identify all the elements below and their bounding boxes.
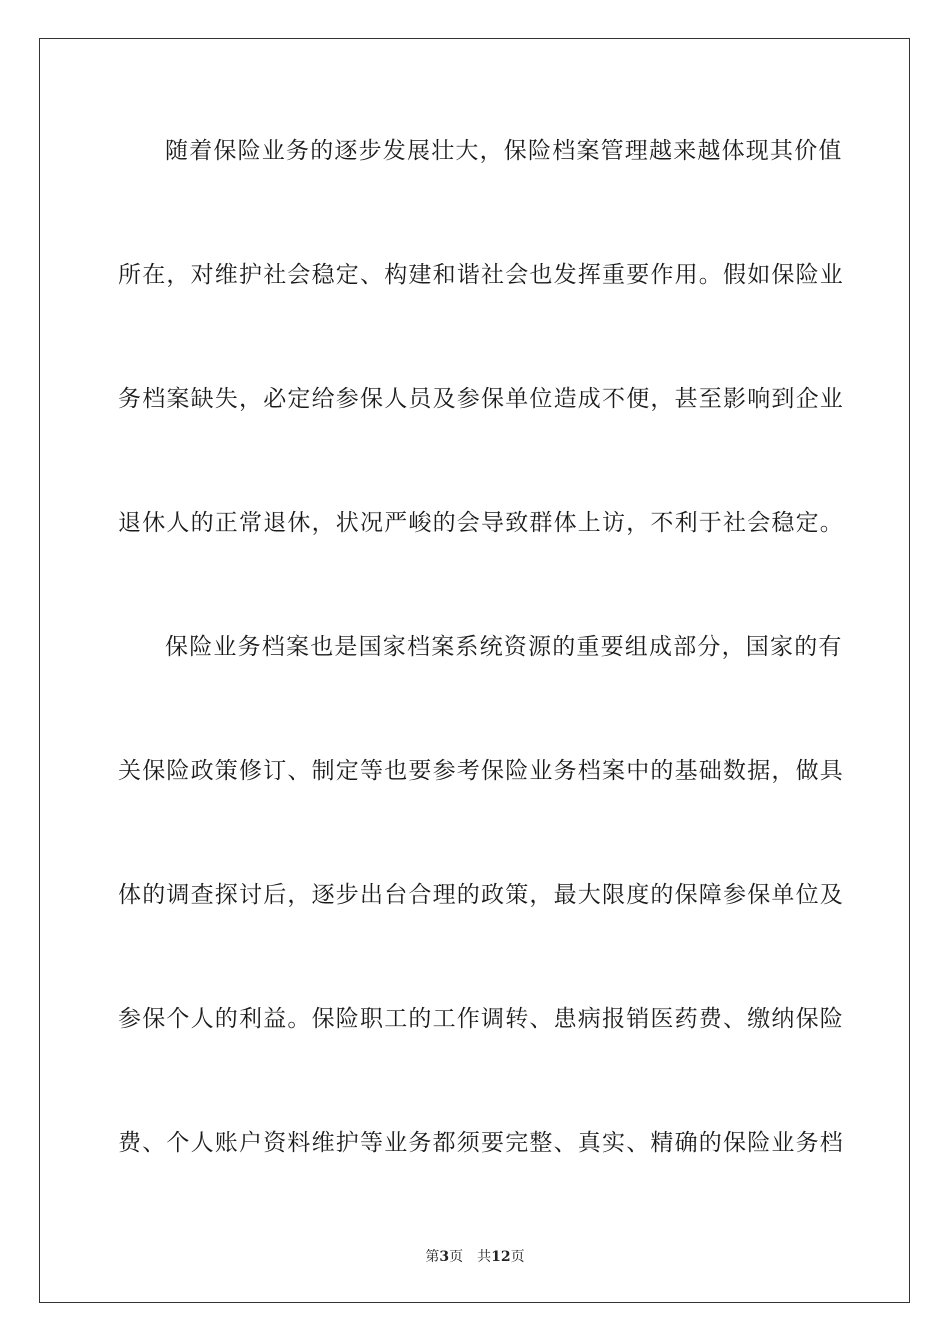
page-number: 3 [439,1249,450,1265]
paragraph-1-line-4: 退休人的正常退休，状况严峻的会导致群体上访，不利于社会稳定。 [118,510,844,536]
page-border [39,38,910,1303]
total-prefix: 共 [477,1249,492,1265]
paragraph-2-line-1: 保险业务档案也是国家档案系统资源的重要组成部分，国家的有 [165,634,843,660]
page-prefix: 第 [425,1249,440,1265]
paragraph-2-line-5: 费、个人账户资料维护等业务都须要完整、真实、精确的保险业务档 [118,1130,844,1156]
paragraph-1-line-2: 所在，对维护社会稳定、构建和谐社会也发挥重要作用。假如保险业 [118,262,844,288]
total-pages: 12 [491,1249,511,1265]
page-suffix: 页 [449,1249,464,1265]
paragraph-2-line-3: 体的调查探讨后，逐步出台合理的政策，最大限度的保障参保单位及 [118,882,844,908]
total-suffix: 页 [510,1249,525,1265]
paragraph-1-line-1: 随着保险业务的逐步发展壮大，保险档案管理越来越体现其价值 [165,138,843,164]
paragraph-2-line-2: 关保险政策修订、制定等也要参考保险业务档案中的基础数据，做具 [118,758,844,784]
paragraph-2-line-4: 参保个人的利益。保险职工的工作调转、患病报销医药费、缴纳保险 [118,1006,844,1032]
paragraph-1-line-3: 务档案缺失，必定给参保人员及参保单位造成不便，甚至影响到企业 [118,386,844,412]
page-footer [0,1248,950,1266]
